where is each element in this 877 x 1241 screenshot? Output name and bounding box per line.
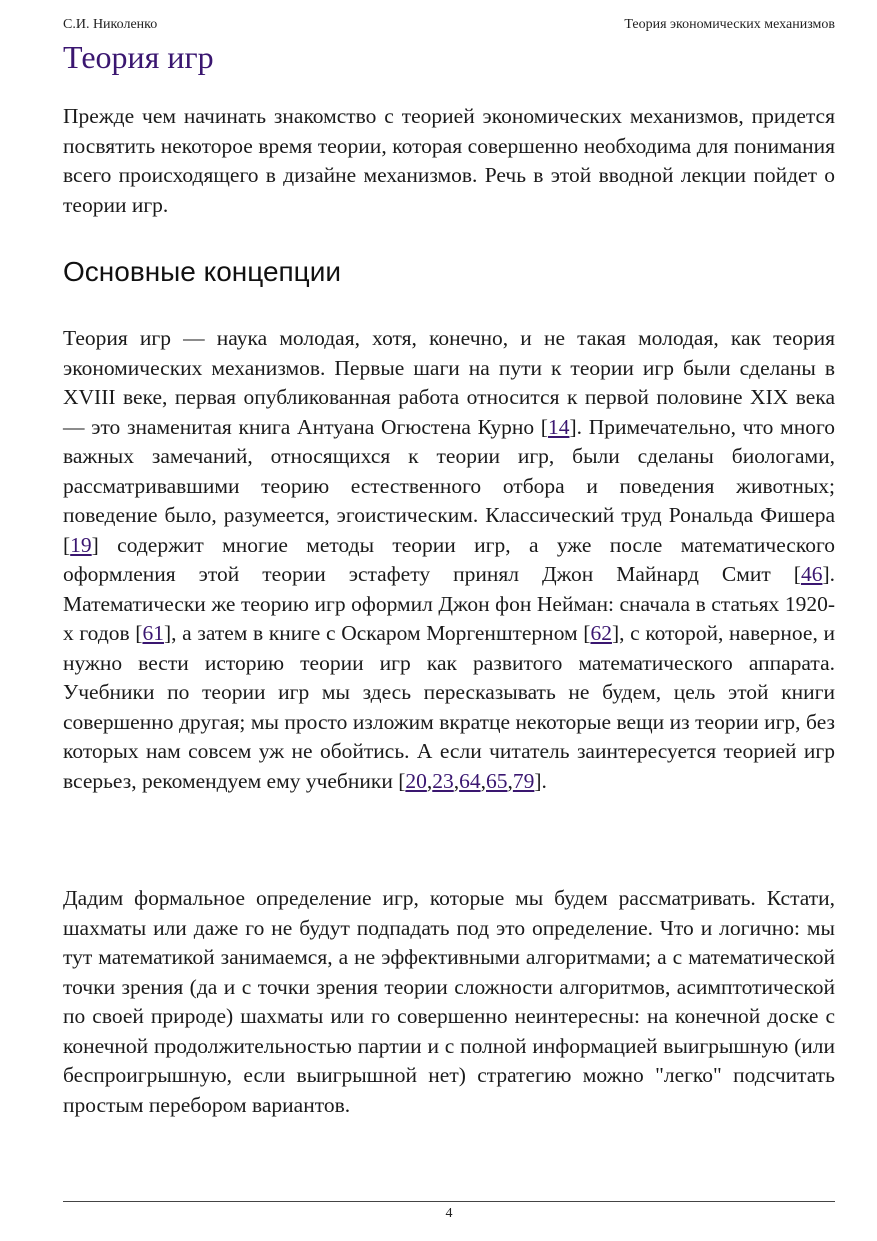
citation-link-64[interactable]: 64 — [459, 768, 481, 793]
text-run: ] содержит многие методы теории игр, а уже после математического оформления этой теории эстафету принял Джон Майнард Смит [ — [63, 532, 835, 586]
citation-link-65[interactable]: 65 — [486, 768, 508, 793]
section-title: Основные концепции — [63, 256, 342, 287]
running-header — [63, 17, 835, 35]
text-run: ]. Примечательно, что много важных замечаний, относящихся к теории игр, были сделаны биологами, рассматривавшими теорию естественного отбора и поведения животных; поведение было, разумеется, эгоистическим. Классический труд Рональда Фишера [ — [63, 414, 836, 557]
citation-link-46[interactable]: 46 — [800, 562, 823, 586]
citation-link-61[interactable]: 61 — [142, 621, 164, 645]
citation-link-14[interactable]: 14 — [547, 414, 570, 439]
history-paragraph — [63, 324, 835, 796]
page-number: 4 — [445, 1206, 453, 1221]
citation-separator: , — [507, 768, 513, 793]
citation-link-23[interactable]: 23 — [432, 768, 454, 793]
document-page — [63, 0, 835, 1241]
citation-link-62[interactable]: 62 — [590, 621, 612, 645]
footer-divider — [63, 1201, 835, 1202]
citation-link-20[interactable]: 20 — [405, 768, 427, 793]
chapter-title: Теория игр — [63, 39, 214, 75]
text-run: ], а затем в книге с Оскаром Моргенштерном [ — [163, 621, 591, 645]
intro-paragraph: Прежде чем начинать знакомство с теорией экономических механизмов, придется посвятить некоторое время теории, которая совершенно необходима для понимания всего происходящего в дизайне механизмов. Речь в этой вводной лекции пойдет о теории игр. — [63, 104, 835, 217]
definition-paragraph: Дадим формальное определение игр, которые мы будем рассматривать. Кстати, шахматы или даже го не будут подпадать под это определение. Что и логично: мы тут математикой занимаемся, а не эффективными алгоритмами; а с математической точки зрения (да и с точки зрения теории сложности алгоритмов, асимптотической по своей природе) шахматы или го совершенно неинтересны: на конечной доске с конечной продолжительностью партии и с полной информацией выигрышную (или беспроигрышную, если выигрышной нет) стратегию можно "легко" подсчитать простым перебором вариантов. — [63, 886, 835, 1117]
header-book-title: Теория экономических механизмов — [624, 17, 835, 32]
text-run: ]. Математически же теорию игр оформил Джон фон Нейман: сначала в статьях 1920-х годов [ — [63, 562, 835, 645]
citation-link-79[interactable]: 79 — [512, 768, 535, 793]
citation-separator: , — [453, 768, 460, 793]
text-run: ], с которой, наверное, и нужно вести историю теории игр как развитого математического аппарата. Учебники по теории игр мы здесь пересказывать не будем, цель этой книги совершенно другая; мы просто изложим вкратце некоторые вещи из теории игр, без которых нам совсем уж не обойтись. А если читатель заинтересуется теорией игр всерьез, рекомендуем ему учебники [ — [63, 621, 836, 793]
text-run: Теория игр — наука молодая, хотя, конечно, и не такая молодая, как теория экономических механизмов. Первые шаги на пути к теории игр были сделаны в XVIII веке, первая опубликованная работа относится к первой половине XIX века — это знаменитая книга Антуана Огюстена Курно [ — [63, 326, 835, 439]
citation-link-19[interactable]: 19 — [70, 532, 92, 557]
text-run: ]. — [534, 768, 547, 793]
header-author: С.И. Николенко — [63, 17, 158, 32]
citation-separator: , — [480, 768, 486, 793]
citation-separator: , — [426, 768, 433, 793]
